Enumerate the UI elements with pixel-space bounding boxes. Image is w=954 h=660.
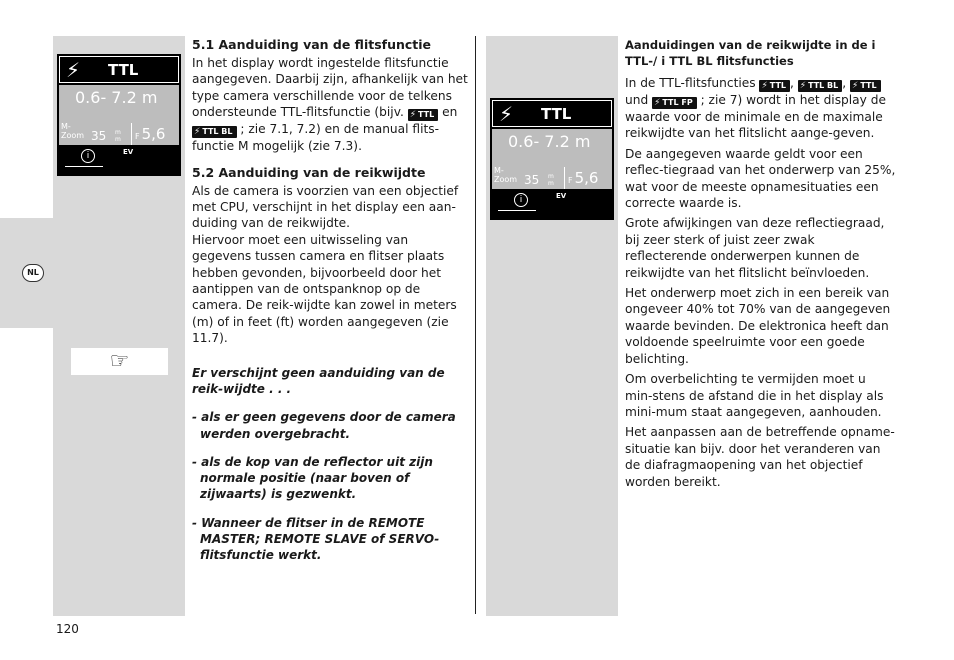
display-footer: [59, 147, 179, 171]
section-5-2-paragraph-1: Als de camera is voorzien van een objectief met CPU, verschijnt in het display een aan-duiding van de reikwijdte.: [192, 183, 459, 231]
ttl-badge-label: TTL: [418, 110, 435, 120]
right-column: [625, 37, 897, 494]
softkey-underline: [498, 210, 536, 211]
ev-softkey: [120, 147, 179, 171]
zoom-value: 35: [524, 173, 540, 187]
right-p1-start: In de TTL-flitsfuncties: [625, 76, 756, 90]
separator: ,: [842, 76, 847, 90]
ttl-bl-badge-label: TTL BL: [808, 81, 839, 90]
section-5-2-paragraph-2: Hiervoor moet een uitwisseling van gegevens tussen camera en flitser plaats hebben gevonden, bijvoorbeeld door het aantippen van de ontspanknop op de camera. De reik-wijdte kan zowel in meters (m) of in feet (ft) worden aangegeven (zie 11.7).: [192, 232, 457, 346]
right-p1-and: und: [625, 93, 649, 107]
display-screen: [492, 129, 612, 189]
mm-unit-2: m: [115, 136, 121, 143]
note-block: [192, 365, 468, 564]
aperture-divider: [131, 123, 132, 145]
aperture-label: F: [568, 176, 573, 185]
zoom-label: [494, 166, 517, 184]
right-paragraph-6: Het aanpassen aan de betreffende opname-situatie kan bijv. door het veranderen van de diafragmaopening van het objectief worden bereikt.: [625, 425, 895, 489]
note-item: - als de kop van de reflector uit zijn normale positie (naar boven of zijwaarts) is gezwenkt.: [192, 454, 433, 502]
display-screen: [59, 85, 179, 145]
ev-label: EV: [556, 192, 567, 200]
ev-label: EV: [123, 148, 134, 156]
zoom-label-line1: M-: [61, 122, 71, 131]
right-paragraph-2: De aangegeven waarde geldt voor een reflec-tiegraad van het onderwerp van 25%, wat voor de meeste opnamesituaties een correcte waarde is.: [625, 146, 896, 211]
display-mode: TTL: [541, 105, 572, 123]
aperture-value: 5,6: [574, 169, 599, 187]
flash-icon: ⚡: [409, 110, 417, 121]
flash-icon: ⚡: [499, 102, 514, 126]
separator: ,: [790, 76, 794, 90]
ttl-bl-badge-label: TTL BL: [202, 127, 233, 137]
note-item: - als er geen gegevens door de camera werden overgebracht.: [192, 410, 456, 441]
section-5-2-title: 5.2 Aanduiding van de reikwijdte: [192, 164, 426, 180]
note-box: [71, 348, 168, 375]
ev-softkey: [553, 191, 612, 215]
flash-display-right: [490, 98, 614, 220]
ttl-bl-badge: [798, 80, 843, 92]
info-softkey: [492, 191, 550, 215]
display-range: 0.6- 7.2 m: [508, 132, 591, 151]
note-item: - Wanneer de flitser in de REMOTE MASTER; REMOTE SLAVE of SERVO-flitsfunctie werkt.: [192, 515, 440, 563]
page-number: 120: [56, 622, 79, 636]
ttl-badge: [408, 109, 439, 121]
language-badge-label: NL: [27, 268, 39, 277]
aperture: [135, 125, 165, 143]
middle-column: [192, 37, 468, 576]
flash-icon: ⚡: [194, 127, 201, 138]
flash-icon: ⚡: [799, 81, 807, 91]
mm-unit: [115, 129, 121, 143]
right-paragraph-5: Om overbelichting te vermijden moet u min-stens de afstand die in het display als mini-mum staat aangegeven, aanhouden.: [625, 372, 884, 419]
mm-unit-1: m: [548, 173, 554, 180]
column-divider: [475, 36, 476, 614]
ttl-fp-badge: [652, 97, 697, 109]
flash-display-left: [57, 54, 181, 176]
section-5-1-end: ; zie 7.1, 7.2) en de manual flits-functie M mogelijk (zie 7.3).: [192, 122, 439, 154]
display-header: [59, 56, 179, 83]
aperture: [568, 169, 598, 187]
note-intro: Er verschijnt geen aanduiding van de reik-wijdte . . .: [192, 365, 445, 396]
aperture-divider: [564, 167, 565, 189]
hand-pointer-icon: ☞: [109, 349, 130, 374]
ttl-fp-badge-label: TTL FP: [662, 98, 693, 107]
section-5-1-text: In het display wordt ingestelde flitsfunctie aangegeven. Daarbij zijn, afhankelijk van het type camera verschillende voor de telkens ondersteunde TTL-flitsfunctie (bijv.: [192, 56, 468, 120]
zoom-label: [61, 122, 84, 140]
ttl-bl-badge: [192, 126, 237, 138]
zoom-value: 35: [91, 129, 107, 143]
ttl-badge-label: TTL: [769, 81, 786, 90]
info-icon: i: [81, 149, 95, 163]
info-icon: i: [514, 193, 528, 207]
zoom-label-line2: Zoom: [61, 131, 85, 140]
right-paragraph-1: [625, 75, 897, 142]
mm-unit: [548, 173, 554, 187]
info-softkey: [59, 147, 117, 171]
aperture-value: 5,6: [141, 125, 166, 143]
flash-icon: ⚡: [66, 58, 81, 82]
right-paragraph-3: Grote afwijkingen van deze reflectiegraad, bij zeer sterk of juist zeer zwak reflecterende onderwerpen kunnen de reikwijdte van het flitslicht beïnvloeden.: [625, 216, 885, 280]
flash-icon: ⚡: [761, 81, 768, 91]
display-header: [492, 100, 612, 127]
zoom-label-line1: M-: [494, 166, 504, 175]
right-section-title: Aanduidingen van de reikwijdte in de i TTL-/ i TTL BL flitsfuncties: [625, 38, 876, 68]
display-mode: TTL: [108, 61, 139, 79]
section-5-1-title: 5.1 Aanduiding van de flitsfunctie: [192, 37, 432, 52]
right-paragraph-4: Het onderwerp moet zich in een bereik van ongeveer 40% tot 70% van de aangegeven waarde bevinden. De elektronica heeft dan voldoende speelruimte voor een goede belichting.: [625, 286, 891, 366]
right-p1-end: ; zie 7) wordt in het display de waarde voor de minimale en de maximale reikwijdte van het flitslicht aange-geven.: [625, 93, 886, 141]
ttl-badge: [850, 80, 881, 92]
softkey-underline: [65, 166, 103, 167]
mm-unit-1: m: [115, 129, 121, 136]
section-5-1-en: en: [442, 105, 458, 120]
aperture-label: F: [135, 132, 140, 141]
flash-icon: ⚡: [852, 81, 859, 91]
display-range: 0.6- 7.2 m: [75, 88, 158, 107]
flash-icon: ⚡: [654, 98, 661, 108]
zoom-label-line2: Zoom: [494, 175, 518, 184]
section-5-1-paragraph: [192, 55, 468, 155]
mm-unit-2: m: [548, 180, 554, 187]
ttl-badge-label: TTL: [860, 81, 877, 90]
language-badge: [22, 264, 44, 282]
display-footer: [492, 191, 612, 215]
ttl-badge: [759, 80, 790, 92]
